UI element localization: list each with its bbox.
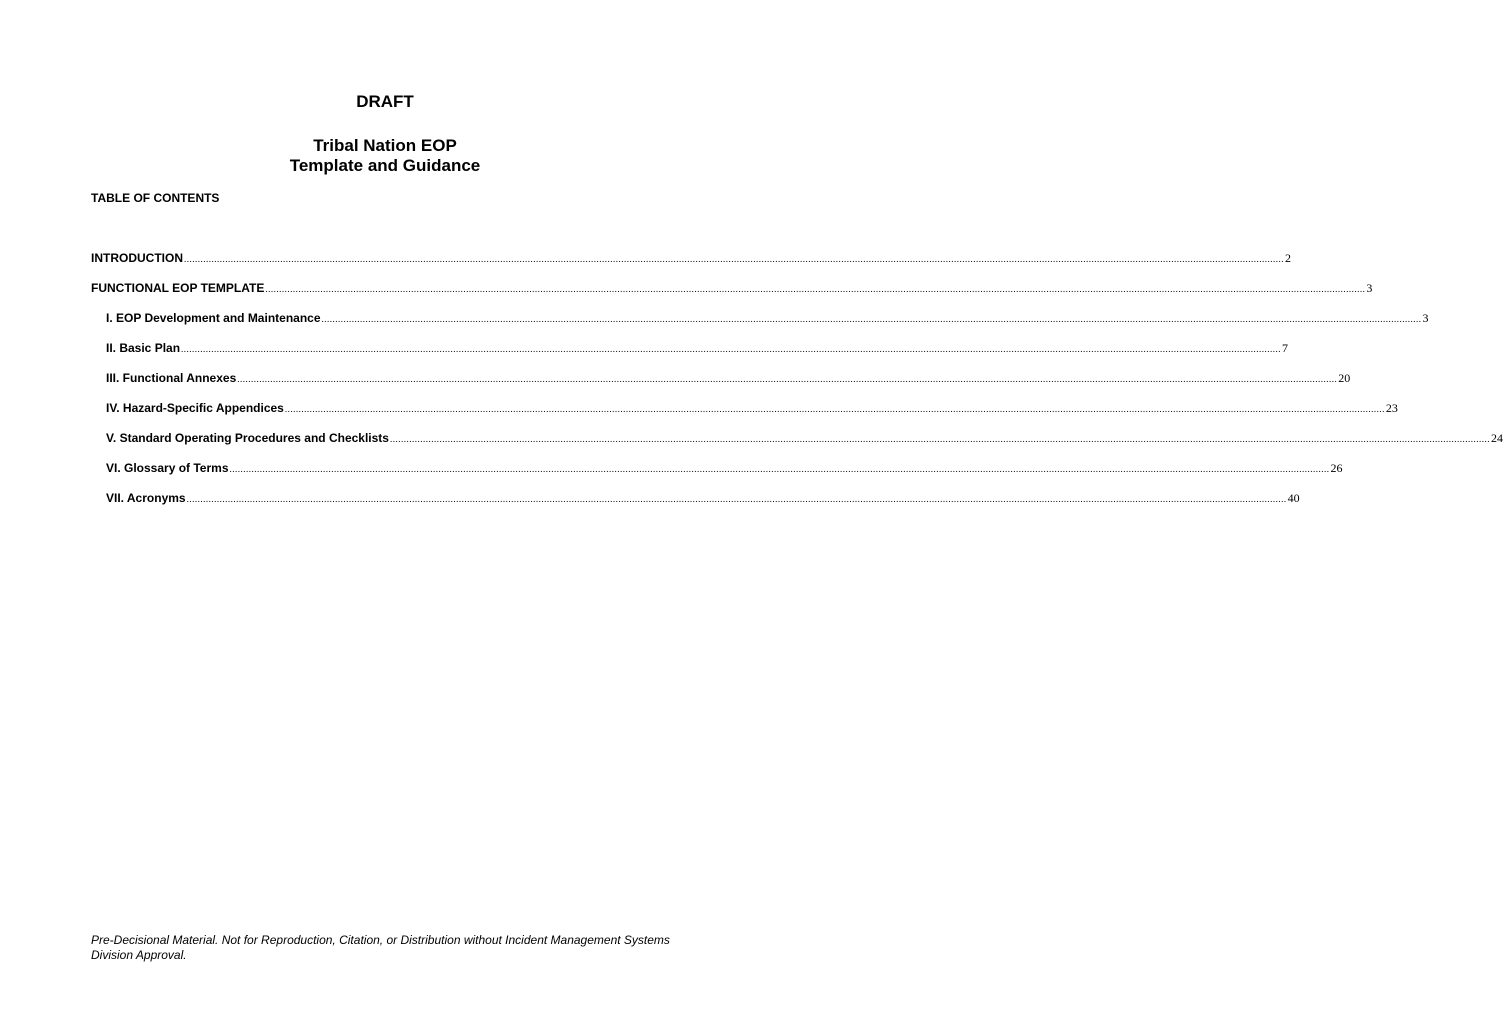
toc-leader-dots: ................................................................................................................................................................................................................................................................................................................................................................................................................ [321,314,1422,324]
toc-entry-functional-annexes[interactable] [106,371,1351,387]
toc-entry-page: 2 [1285,251,1291,265]
draft-label: DRAFT [356,92,414,111]
toc-entry-page: 26 [1330,461,1343,475]
document-title-line1: Tribal Nation EOP [313,136,457,155]
toc-entry-label: VII. Acronyms [106,491,186,505]
toc-entry-functional-eop-template[interactable] [91,281,1373,297]
toc-entry-label: FUNCTIONAL EOP TEMPLATE [91,281,265,295]
toc-entry-acronyms[interactable] [106,491,1300,507]
toc-entry-label: IV. Hazard-Specific Appendices [106,401,284,415]
toc-leader-dots: ................................................................................................................................................................................................................................................................................................................................................................................................................ [184,254,1284,264]
document-title-line2: Template and Guidance [289,156,481,175]
toc-entry-page: 20 [1338,371,1351,385]
toc-entry-page: 3 [1366,281,1373,295]
toc-entry-page: 23 [1385,401,1398,415]
toc-leader-dots: ................................................................................................................................................................................................................................................................................................................................................................................................................ [284,404,1385,414]
toc-leader-dots: ................................................................................................................................................................................................................................................................................................................................................................................................................ [186,494,1287,504]
toc-entry-label: VI. Glossary of Terms [106,461,229,475]
toc-entry-glossary[interactable] [106,461,1343,477]
toc-leader-dots: ................................................................................................................................................................................................................................................................................................................................................................................................................ [265,284,1366,294]
toc-entry-label: INTRODUCTION [91,251,183,265]
toc-entry-page: 40 [1287,491,1300,505]
toc-leader-dots: ................................................................................................................................................................................................................................................................................................................................................................................................................ [181,344,1282,354]
toc-entry-basic-plan[interactable] [106,341,1289,357]
toc-leader-dots: ................................................................................................................................................................................................................................................................................................................................................................................................................ [237,374,1338,384]
toc-entry-page: 3 [1422,311,1429,325]
toc-leader-dots: ................................................................................................................................................................................................................................................................................................................................................................................................................ [229,464,1330,474]
footer-disclaimer: Pre-Decisional Material. Not for Reproduction, Citation, or Distribution without Incident Management Systems Division Approval. [91,933,670,962]
toc-entry-eop-development[interactable] [106,311,1429,327]
toc-entry-hazard-appendices[interactable] [106,401,1398,417]
toc-entry-label: III. Functional Annexes [106,371,237,385]
toc-entry-label: II. Basic Plan [106,341,181,355]
toc-entry-sops-checklists[interactable] [106,431,1503,447]
toc-leader-dots: ................................................................................................................................................................................................................................................................................................................................................................................................................ [389,434,1490,444]
toc-entry-page: 7 [1282,341,1289,355]
toc-entry-label: I. EOP Development and Maintenance [106,311,321,325]
toc-entry-page: 24 [1490,431,1503,445]
toc-entry-introduction[interactable] [91,251,1291,267]
toc-heading: TABLE OF CONTENTS [91,191,220,205]
toc-entry-label: V. Standard Operating Procedures and Checklists [106,431,389,445]
